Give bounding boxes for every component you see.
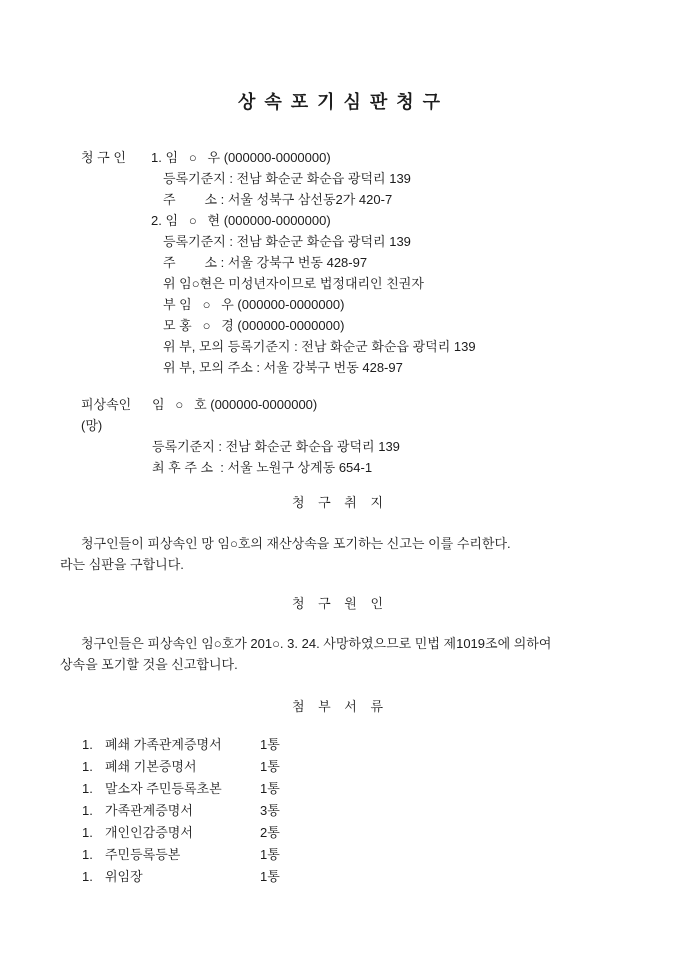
attachment-count: 1통 [260,759,280,774]
attachment-name: 가족관계증명서 [105,803,193,818]
petitioner-2-father: 부 임 ○ 우 (000000-0000000) [163,297,345,312]
cause-body-line-2: 상속을 포기할 것을 신고합니다. [60,657,238,672]
petitioner-1-address: 주 소 : 서울 성북구 삼선동2가 420-7 [163,192,393,207]
cause-body-line-1: 청구인들은 피상속인 임○호가 201○. 3. 24. 사망하였으므로 민법 제1019조에 의하여 [81,636,552,651]
attachment-number: 1. [82,803,93,818]
petitioner-2-name: 2. 임 ○ 현 (000000-0000000) [151,213,331,228]
attachment-name: 말소자 주민등록초본 [105,781,222,796]
attachment-name: 주민등록등본 [105,847,181,862]
attachment-item [82,866,680,888]
attachment-count: 1통 [260,869,280,884]
attachment-count: 1통 [260,737,280,752]
attachment-number: 1. [82,847,93,862]
attachment-item [82,778,680,800]
attachments-heading: 첨 부 서 류 [291,699,389,714]
attachment-count: 2통 [260,825,280,840]
attachment-name: 폐쇄 기본증명서 [105,759,197,774]
attachment-number: 1. [82,825,93,840]
petitioner-2-mother: 모 홍 ○ 경 (000000-0000000) [163,318,345,333]
attachment-item [82,800,680,822]
attachment-item [82,822,680,844]
petitioner-1-registry: 등록기준지 : 전남 화순군 화순읍 광덕리 139 [163,171,411,186]
attachment-number: 1. [82,737,93,752]
document-title: 상 속 포 기 심 판 청 구 [237,92,443,112]
purpose-body-line-1: 청구인들이 피상속인 망 임○호의 재산상속을 포기하는 신고는 이를 수리한다. [81,536,511,551]
petitioner-2-address: 주 소 : 서울 강북구 번동 428-97 [163,255,368,270]
attachment-item [82,734,680,756]
decedent-registry: 등록기준지 : 전남 화순군 화순읍 광덕리 139 [152,439,400,454]
attachment-count: 3통 [260,803,280,818]
decedent-last-address: 최 후 주 소 : 서울 노원구 상계동 654-1 [152,460,373,475]
attachment-name: 위임장 [105,869,143,884]
attachment-item [82,756,680,778]
cause-body [0,633,680,675]
attachment-number: 1. [82,759,93,774]
cause-heading: 청 구 원 인 [291,596,389,611]
attachment-count: 1통 [260,847,280,862]
petitioner-2-parents-registry: 위 부, 모의 등록기준지 : 전남 화순군 화순읍 광덕리 139 [163,339,476,354]
petitioner-2-registry: 등록기준지 : 전남 화순군 화순읍 광덕리 139 [163,234,411,249]
petitioner-1-name: 1. 임 ○ 우 (000000-0000000) [151,150,331,165]
purpose-heading: 청 구 취 지 [291,495,389,510]
petitioner-label: 청 구 인 [81,150,126,165]
attachment-name: 폐쇄 가족관계증명서 [105,737,222,752]
decedent-first-line [0,394,680,436]
attachment-number: 1. [82,781,93,796]
decedent-section [0,394,680,478]
attachments-list [0,734,680,888]
attachment-name: 개인인감증명서 [105,825,193,840]
petitioner-2-parents-address: 위 부, 모의 주소 : 서울 강북구 번동 428-97 [163,360,403,375]
attachment-number: 1. [82,869,93,884]
attachment-item [82,844,680,866]
attachment-count: 1통 [260,781,280,796]
petitioner-section [0,147,680,378]
petitioner-first-line [0,147,680,168]
petitioner-2-minor-note: 위 임○현은 미성년자이므로 법정대리인 친권자 [163,276,424,291]
purpose-body [0,533,680,575]
decedent-label: 피상속인(망) [81,397,132,433]
purpose-body-line-2: 라는 심판을 구합니다. [60,557,184,572]
decedent-name: 임 ○ 호 (000000-0000000) [152,397,318,412]
